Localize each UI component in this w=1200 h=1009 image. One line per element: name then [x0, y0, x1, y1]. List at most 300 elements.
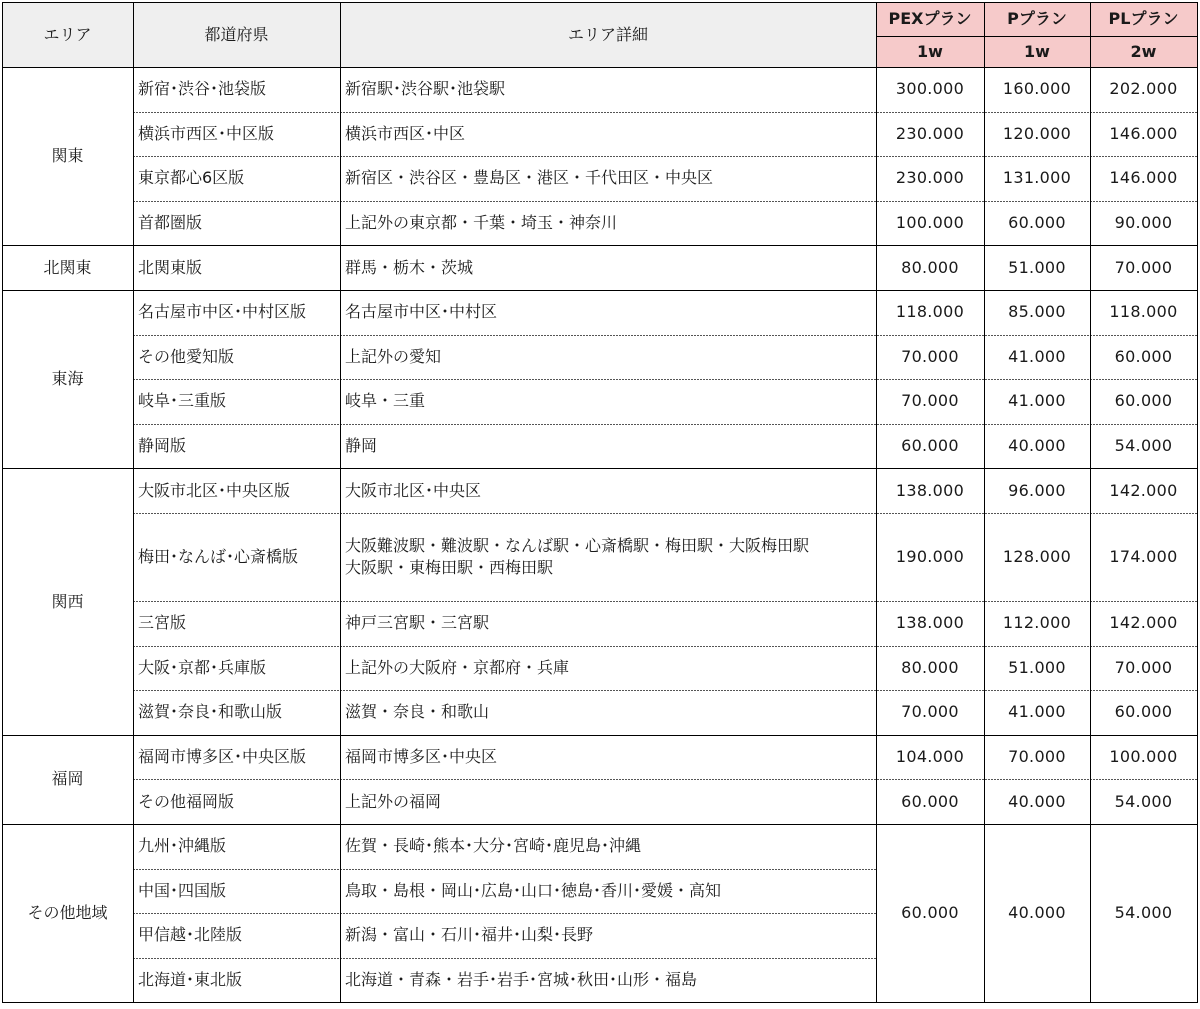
grid-line	[190, 958, 192, 959]
grid-line	[607, 513, 609, 514]
grid-line	[358, 201, 360, 202]
grid-line	[598, 513, 600, 514]
grid-line	[175, 958, 177, 959]
grid-line	[556, 601, 558, 602]
grid-line	[994, 690, 996, 691]
grid-line	[1165, 690, 1167, 691]
grid-line	[709, 779, 711, 780]
grid-line	[703, 646, 705, 647]
grid-line	[484, 335, 486, 336]
grid-line	[1156, 201, 1158, 202]
grid-line	[244, 646, 246, 647]
grid-line	[565, 958, 567, 959]
grid-line	[934, 156, 936, 157]
grid-line	[472, 112, 474, 113]
grid-line	[805, 869, 807, 870]
grid-line	[988, 335, 990, 336]
grid-line	[583, 779, 585, 780]
grid-line	[289, 201, 291, 202]
grid-line	[754, 601, 756, 602]
grid-line	[775, 112, 777, 113]
grid-line	[661, 913, 663, 914]
grid-line	[979, 601, 981, 602]
grid-line	[1132, 646, 1134, 647]
grid-line	[556, 424, 558, 425]
grid-line	[1108, 690, 1110, 691]
grid-line	[916, 690, 918, 691]
grid-line	[550, 601, 552, 602]
grid-line	[325, 379, 327, 380]
grid-line	[490, 379, 492, 380]
grid-line	[886, 335, 888, 336]
grid-line	[349, 779, 351, 780]
grid-line	[544, 112, 546, 113]
grid-line	[811, 869, 813, 870]
grid-line	[349, 424, 351, 425]
grid-line	[478, 156, 480, 157]
grid-line	[1024, 156, 1026, 157]
grid-line	[793, 424, 795, 425]
grid-line	[427, 513, 429, 514]
grid-line	[370, 646, 372, 647]
grid-line	[679, 335, 681, 336]
grid-line	[253, 335, 255, 336]
area-detail: 福岡市博多区･中央区	[345, 747, 498, 767]
grid-line	[337, 958, 339, 959]
grid-line	[619, 913, 621, 914]
grid-line	[214, 513, 216, 514]
grid-line	[499, 601, 501, 602]
grid-line	[562, 379, 564, 380]
grid-line	[838, 958, 840, 959]
grid-line	[655, 690, 657, 691]
grid-line	[1189, 335, 1191, 336]
grid-line	[865, 112, 867, 113]
grid-line	[136, 690, 138, 691]
grid-line	[736, 646, 738, 647]
grid-line	[565, 779, 567, 780]
grid-line	[1078, 601, 1080, 602]
grid-line	[241, 112, 243, 113]
grid-line	[907, 424, 909, 425]
grid-line	[271, 958, 273, 959]
grid-line	[904, 424, 906, 425]
grid-line	[1114, 690, 1116, 691]
grid-line	[742, 424, 744, 425]
grid-line	[985, 690, 987, 691]
grid-line	[274, 646, 276, 647]
grid-line	[745, 690, 747, 691]
grid-line	[214, 335, 216, 336]
grid-line	[856, 869, 858, 870]
grid-line	[487, 201, 489, 202]
grid-line	[961, 779, 963, 780]
grid-line	[835, 156, 837, 157]
grid-line	[1132, 424, 1134, 425]
grid-line	[310, 779, 312, 780]
grid-line	[685, 958, 687, 959]
grid-line	[781, 379, 783, 380]
grid-line	[166, 690, 168, 691]
grid-line	[958, 646, 960, 647]
grid-line	[919, 156, 921, 157]
grid-line	[706, 646, 708, 647]
grid-line	[178, 156, 180, 157]
grid-line	[763, 379, 765, 380]
grid-line	[1141, 335, 1143, 336]
grid-line	[586, 646, 588, 647]
grid-line	[181, 913, 183, 914]
grid-line	[1045, 156, 1047, 157]
grid-line	[496, 513, 498, 514]
grid-line	[622, 869, 624, 870]
grid-line	[172, 601, 174, 602]
grid-line	[304, 424, 306, 425]
grid-line	[421, 690, 423, 691]
grid-line	[1078, 646, 1080, 647]
grid-line	[922, 112, 924, 113]
grid-line	[478, 335, 480, 336]
grid-line	[775, 779, 777, 780]
grid-line	[202, 513, 204, 514]
grid-line	[406, 690, 408, 691]
grid-line	[475, 112, 477, 113]
grid-line	[310, 513, 312, 514]
grid-line	[853, 156, 855, 157]
grid-line	[1102, 112, 1104, 113]
grid-line	[676, 779, 678, 780]
grid-line	[1075, 156, 1077, 157]
grid-line	[598, 335, 600, 336]
grid-line	[337, 913, 339, 914]
grid-line	[955, 201, 957, 202]
grid-line	[1099, 513, 1101, 514]
grid-line	[547, 112, 549, 113]
grid-line	[1045, 379, 1047, 380]
edition-name: 横浜市西区･中区版	[138, 123, 275, 143]
grid-line	[325, 690, 327, 691]
grid-line	[811, 690, 813, 691]
grid-line	[706, 112, 708, 113]
grid-line	[571, 379, 573, 380]
grid-line	[628, 379, 630, 380]
grid-line	[532, 335, 534, 336]
grid-line	[304, 156, 306, 157]
grid-line	[1120, 156, 1122, 157]
grid-line	[316, 335, 318, 336]
grid-line	[835, 335, 837, 336]
grid-line	[244, 958, 246, 959]
grid-line	[229, 513, 231, 514]
grid-line	[646, 869, 648, 870]
grid-line	[886, 112, 888, 113]
grid-line	[541, 424, 543, 425]
grid-line	[301, 646, 303, 647]
grid-line	[538, 112, 540, 113]
grid-line	[148, 156, 150, 157]
grid-line	[586, 335, 588, 336]
price-cell: 174.000	[1109, 547, 1178, 566]
grid-line	[208, 913, 210, 914]
grid-line	[658, 424, 660, 425]
grid-line	[640, 156, 642, 157]
grid-line	[466, 779, 468, 780]
grid-line	[646, 201, 648, 202]
grid-line	[925, 112, 927, 113]
grid-line	[136, 424, 138, 425]
grid-line	[328, 601, 330, 602]
grid-line	[1126, 201, 1128, 202]
grid-line	[274, 156, 276, 157]
grid-line	[805, 958, 807, 959]
grid-line	[346, 112, 348, 113]
grid-line	[1030, 690, 1032, 691]
grid-line	[235, 379, 237, 380]
grid-line	[949, 379, 951, 380]
grid-line	[157, 779, 159, 780]
grid-line	[142, 424, 144, 425]
grid-line	[838, 779, 840, 780]
grid-line	[1087, 424, 1089, 425]
grid-line	[481, 869, 483, 870]
grid-line	[187, 112, 189, 113]
grid-line	[589, 513, 591, 514]
grid-line	[1111, 156, 1113, 157]
grid-line	[892, 690, 894, 691]
grid-line	[157, 112, 159, 113]
grid-line	[1003, 690, 1005, 691]
grid-line	[1189, 601, 1191, 602]
grid-line	[1147, 156, 1149, 157]
grid-line	[1162, 335, 1164, 336]
grid-line	[1039, 779, 1041, 780]
grid-line	[232, 112, 234, 113]
grid-line	[370, 424, 372, 425]
grid-line	[892, 379, 894, 380]
grid-line	[523, 112, 525, 113]
grid-line	[517, 869, 519, 870]
grid-line	[451, 690, 453, 691]
grid-line	[802, 601, 804, 602]
grid-line	[706, 958, 708, 959]
grid-line	[724, 690, 726, 691]
grid-line	[157, 869, 159, 870]
grid-line	[1123, 690, 1125, 691]
grid-line	[280, 201, 282, 202]
grid-line	[142, 156, 144, 157]
grid-line	[1159, 601, 1161, 602]
grid-line	[985, 779, 987, 780]
grid-line	[1033, 601, 1035, 602]
edition-name: 梅田･なんば･心斎橋版	[138, 547, 299, 566]
grid-line	[430, 646, 432, 647]
grid-line	[550, 913, 552, 914]
grid-line	[928, 201, 930, 202]
grid-line	[202, 201, 204, 202]
grid-line	[799, 690, 801, 691]
grid-line	[295, 913, 297, 914]
grid-line	[1189, 379, 1191, 380]
grid-line	[1171, 646, 1173, 647]
grid-line	[271, 112, 273, 113]
grid-line	[286, 779, 288, 780]
grid-line	[241, 201, 243, 202]
grid-line	[940, 335, 942, 336]
grid-line	[1174, 779, 1176, 780]
grid-line	[984, 2, 985, 1003]
grid-line	[151, 869, 153, 870]
grid-line	[1141, 424, 1143, 425]
grid-line	[586, 690, 588, 691]
grid-line	[532, 156, 534, 157]
grid-line	[514, 869, 516, 870]
grid-line	[559, 335, 561, 336]
grid-line	[232, 913, 234, 914]
grid-line	[565, 335, 567, 336]
grid-line	[916, 779, 918, 780]
grid-line	[1132, 513, 1134, 514]
grid-line	[1093, 335, 1095, 336]
grid-line	[724, 513, 726, 514]
grid-line	[832, 424, 834, 425]
grid-line	[400, 646, 402, 647]
grid-line	[655, 112, 657, 113]
grid-line	[586, 869, 588, 870]
grid-line	[742, 646, 744, 647]
grid-line	[625, 779, 627, 780]
grid-line	[205, 335, 207, 336]
grid-line	[679, 379, 681, 380]
grid-line	[829, 112, 831, 113]
grid-line	[565, 424, 567, 425]
grid-line	[853, 646, 855, 647]
grid-line	[1129, 379, 1131, 380]
grid-line	[385, 513, 387, 514]
grid-line	[646, 779, 648, 780]
grid-line	[391, 513, 393, 514]
grid-line	[1168, 646, 1170, 647]
grid-line	[796, 690, 798, 691]
grid-line	[400, 869, 402, 870]
grid-line	[760, 201, 762, 202]
grid-line	[142, 601, 144, 602]
grid-line	[319, 646, 321, 647]
grid-line	[1054, 601, 1056, 602]
grid-line	[613, 646, 615, 647]
grid-line	[421, 156, 423, 157]
grid-line	[337, 869, 339, 870]
grid-line	[1123, 779, 1125, 780]
grid-line	[175, 335, 177, 336]
grid-line	[631, 201, 633, 202]
grid-line	[376, 913, 378, 914]
grid-line	[283, 513, 285, 514]
grid-line	[376, 112, 378, 113]
grid-line	[637, 779, 639, 780]
grid-line	[784, 646, 786, 647]
grid-line	[244, 869, 246, 870]
grid-line	[286, 869, 288, 870]
grid-line	[199, 869, 201, 870]
grid-line	[232, 201, 234, 202]
grid-line	[634, 601, 636, 602]
grid-line	[1138, 112, 1140, 113]
grid-line	[514, 601, 516, 602]
grid-line	[1156, 690, 1158, 691]
grid-line	[376, 156, 378, 157]
grid-line	[1111, 335, 1113, 336]
grid-line	[484, 779, 486, 780]
grid-line	[490, 335, 492, 336]
grid-line	[496, 424, 498, 425]
grid-line	[1099, 424, 1101, 425]
grid-line	[880, 646, 882, 647]
grid-line	[814, 513, 816, 514]
grid-line	[1141, 112, 1143, 113]
grid-line	[1084, 601, 1086, 602]
grid-line	[778, 779, 780, 780]
grid-line	[250, 779, 252, 780]
grid-line	[268, 646, 270, 647]
grid-line	[430, 779, 432, 780]
grid-line	[1150, 779, 1152, 780]
grid-line	[502, 379, 504, 380]
grid-line	[547, 779, 549, 780]
grid-line	[1054, 646, 1056, 647]
grid-line	[1039, 424, 1041, 425]
grid-line	[151, 958, 153, 959]
grid-line	[604, 779, 606, 780]
area-detail	[340, 513, 876, 601]
grid-line	[451, 424, 453, 425]
grid-line	[712, 690, 714, 691]
grid-line	[718, 156, 720, 157]
grid-line	[526, 156, 528, 157]
grid-line	[946, 601, 948, 602]
grid-line	[958, 201, 960, 202]
grid-line	[373, 913, 375, 914]
grid-line	[1057, 424, 1059, 425]
grid-line	[1078, 779, 1080, 780]
grid-line	[793, 201, 795, 202]
price-cell: 104.000	[895, 747, 965, 767]
grid-line	[235, 601, 237, 602]
grid-line	[691, 958, 693, 959]
grid-line	[247, 601, 249, 602]
grid-line	[1132, 379, 1134, 380]
grid-line	[841, 513, 843, 514]
grid-line	[367, 335, 369, 336]
grid-line	[943, 779, 945, 780]
grid-line	[655, 379, 657, 380]
grid-line	[898, 112, 900, 113]
grid-line	[535, 779, 537, 780]
grid-line	[376, 335, 378, 336]
grid-line	[937, 690, 939, 691]
grid-line	[745, 869, 747, 870]
grid-line	[670, 112, 672, 113]
grid-line	[547, 379, 549, 380]
grid-line	[1114, 779, 1116, 780]
grid-line	[394, 779, 396, 780]
grid-line	[1063, 601, 1065, 602]
grid-line	[148, 112, 150, 113]
grid-line	[337, 156, 339, 157]
grid-line	[268, 156, 270, 157]
grid-line	[166, 779, 168, 780]
grid-line	[397, 379, 399, 380]
grid-line	[283, 779, 285, 780]
